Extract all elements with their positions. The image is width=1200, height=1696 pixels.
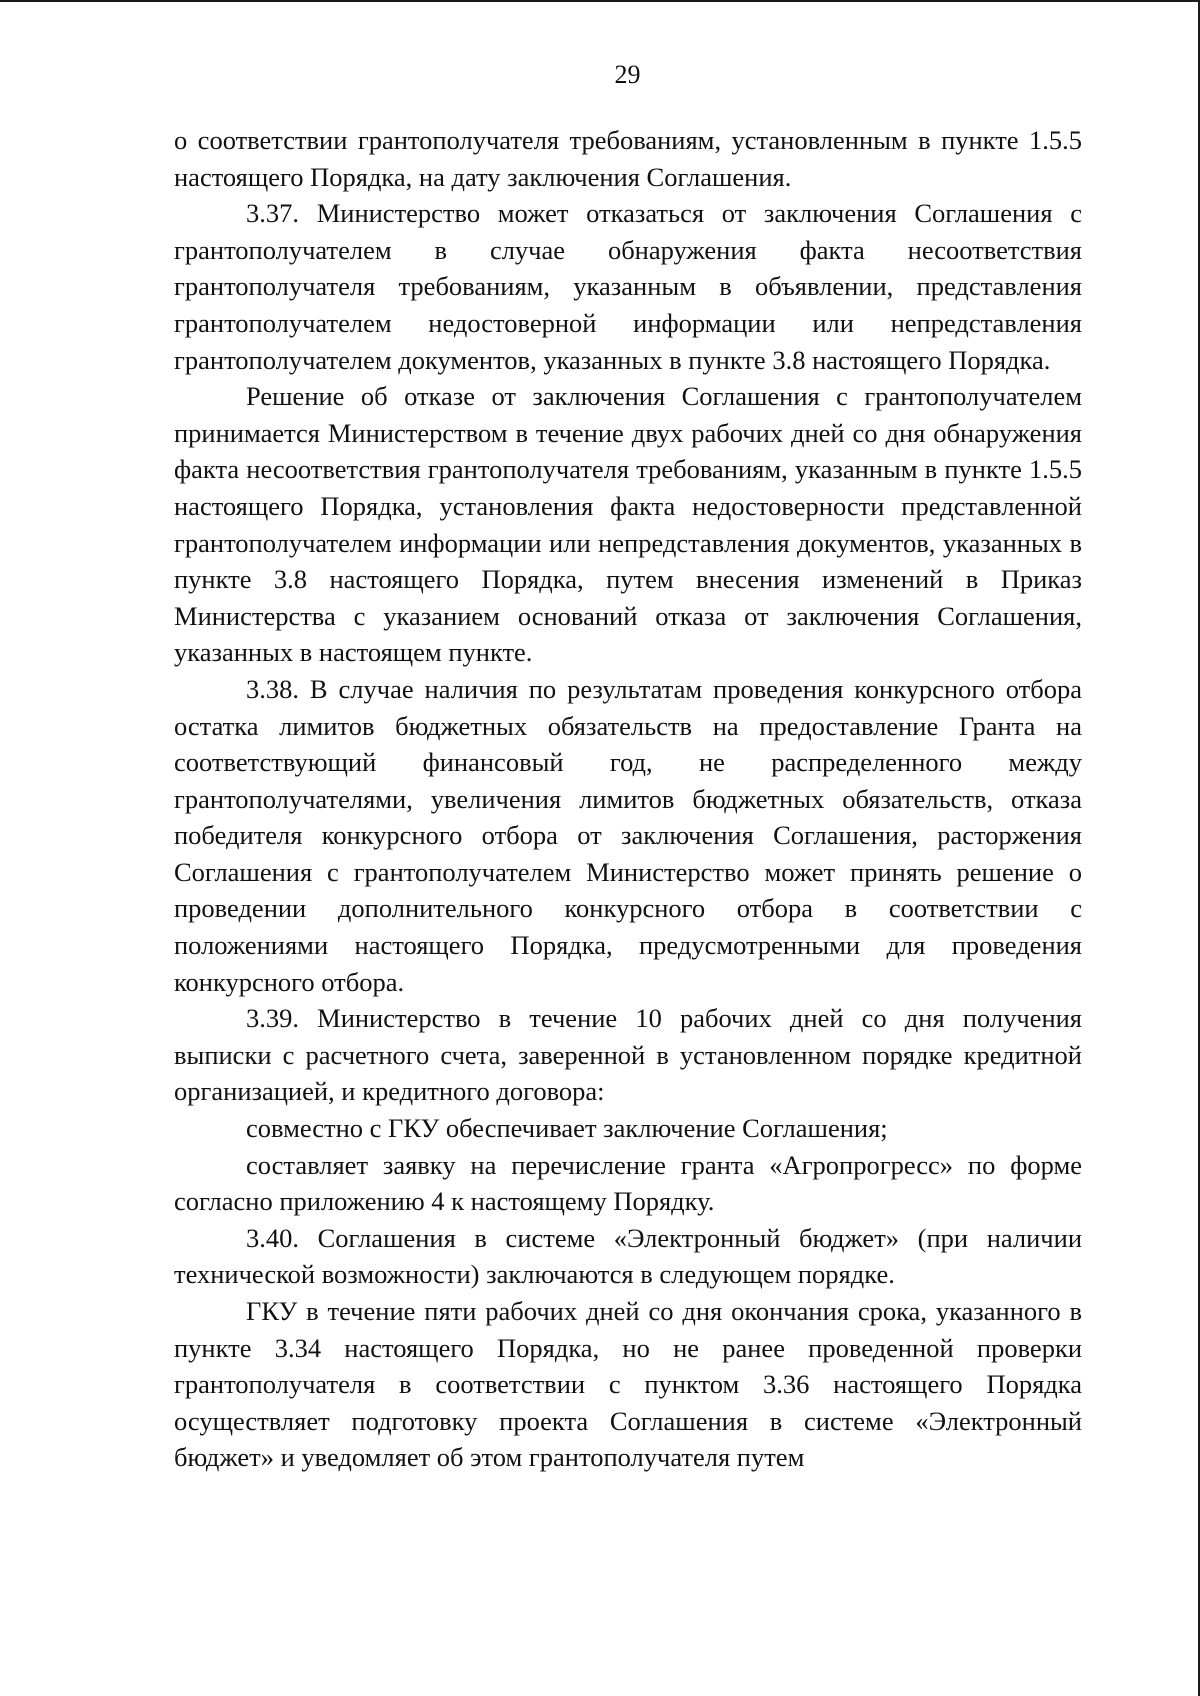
paragraph-refusal-decision: Решение об отказе от заключения Соглашения с грантополучателем принимается Министерством в течение двух рабочих дней со дня обнаружения факта несоответствия грантополучателя требованиям, указанным в пункте 1.5.5 настоящего Порядка, установления факта недостоверности представленной грантополучателем информации или непредставления документов, указанных в пункте 3.8 настоящего Порядка, путем внесения изменений в Приказ Министерства с указанием оснований отказа от заключения Соглашения, указанных в настоящем пункте. (174, 381, 1082, 668)
page-number: 29 (614, 60, 641, 89)
paragraph-3-39-item-2: составляет заявку на перечисление гранта «Агропрогресс» по форме согласно приложению 4 к настоящему Порядку. (174, 1149, 1082, 1217)
scan-edge-top (0, 0, 1200, 2)
paragraph-3-39-item-1: совместно с ГКУ обеспечивает заключение Соглашения; (246, 1113, 888, 1144)
document-body (174, 122, 1082, 1476)
paragraph-3-38: 3.38. В случае наличия по результатам проведения конкурсного отбора остатка лимитов бюджетных обязательств на предоставление Гранта на соответствующий финансовый год, не распределенного между грантополучателями, увеличения лимитов бюджетных обязательств, отказа победителя конкурсного отбора от заключения Соглашения, расторжения Соглашения с грантополучателем Министерство может принять решение о проведении дополнительного конкурсного отбора в соответствии с положениями настоящего Порядка, предусмотренными для проведения конкурсного отбора. (174, 673, 1082, 997)
paragraph-3-40: 3.40. Соглашения в системе «Электронный бюджет» (при наличии технической возможности) заключаются в следующем порядке. (174, 1222, 1082, 1290)
paragraph-3-37: 3.37. Министерство может отказаться от заключения Соглашения с грантополучателем в случае обнаружения факта несоответствия грантополучателя требованиям, указанным в объявлении, представления грантополучателем недостоверной информации или непредставления грантополучателем документов, указанных в пункте 3.8 настоящего Порядка. (174, 198, 1082, 375)
paragraph-continuation: о соответствии грантополучателя требованиям, установленным в пункте 1.5.5 настоящего Порядка, на дату заключения Соглашения. (174, 125, 1082, 192)
paragraph-3-39: 3.39. Министерство в течение 10 рабочих дней со дня получения выписки с расчетного счета, заверенной в установленном порядке кредитной организацией, и кредитного договора: (174, 1003, 1082, 1107)
paragraph-gku-procedure: ГКУ в течение пяти рабочих дней со дня окончания срока, указанного в пункте 3.34 настоящего Порядка, но не ранее проведенной проверки грантополучателя в соответствии с пунктом 3.36 настоящего Порядка осуществляет подготовку проекта Соглашения в системе «Электронный бюджет» и уведомляет об этом грантополучателя путем (174, 1296, 1082, 1473)
